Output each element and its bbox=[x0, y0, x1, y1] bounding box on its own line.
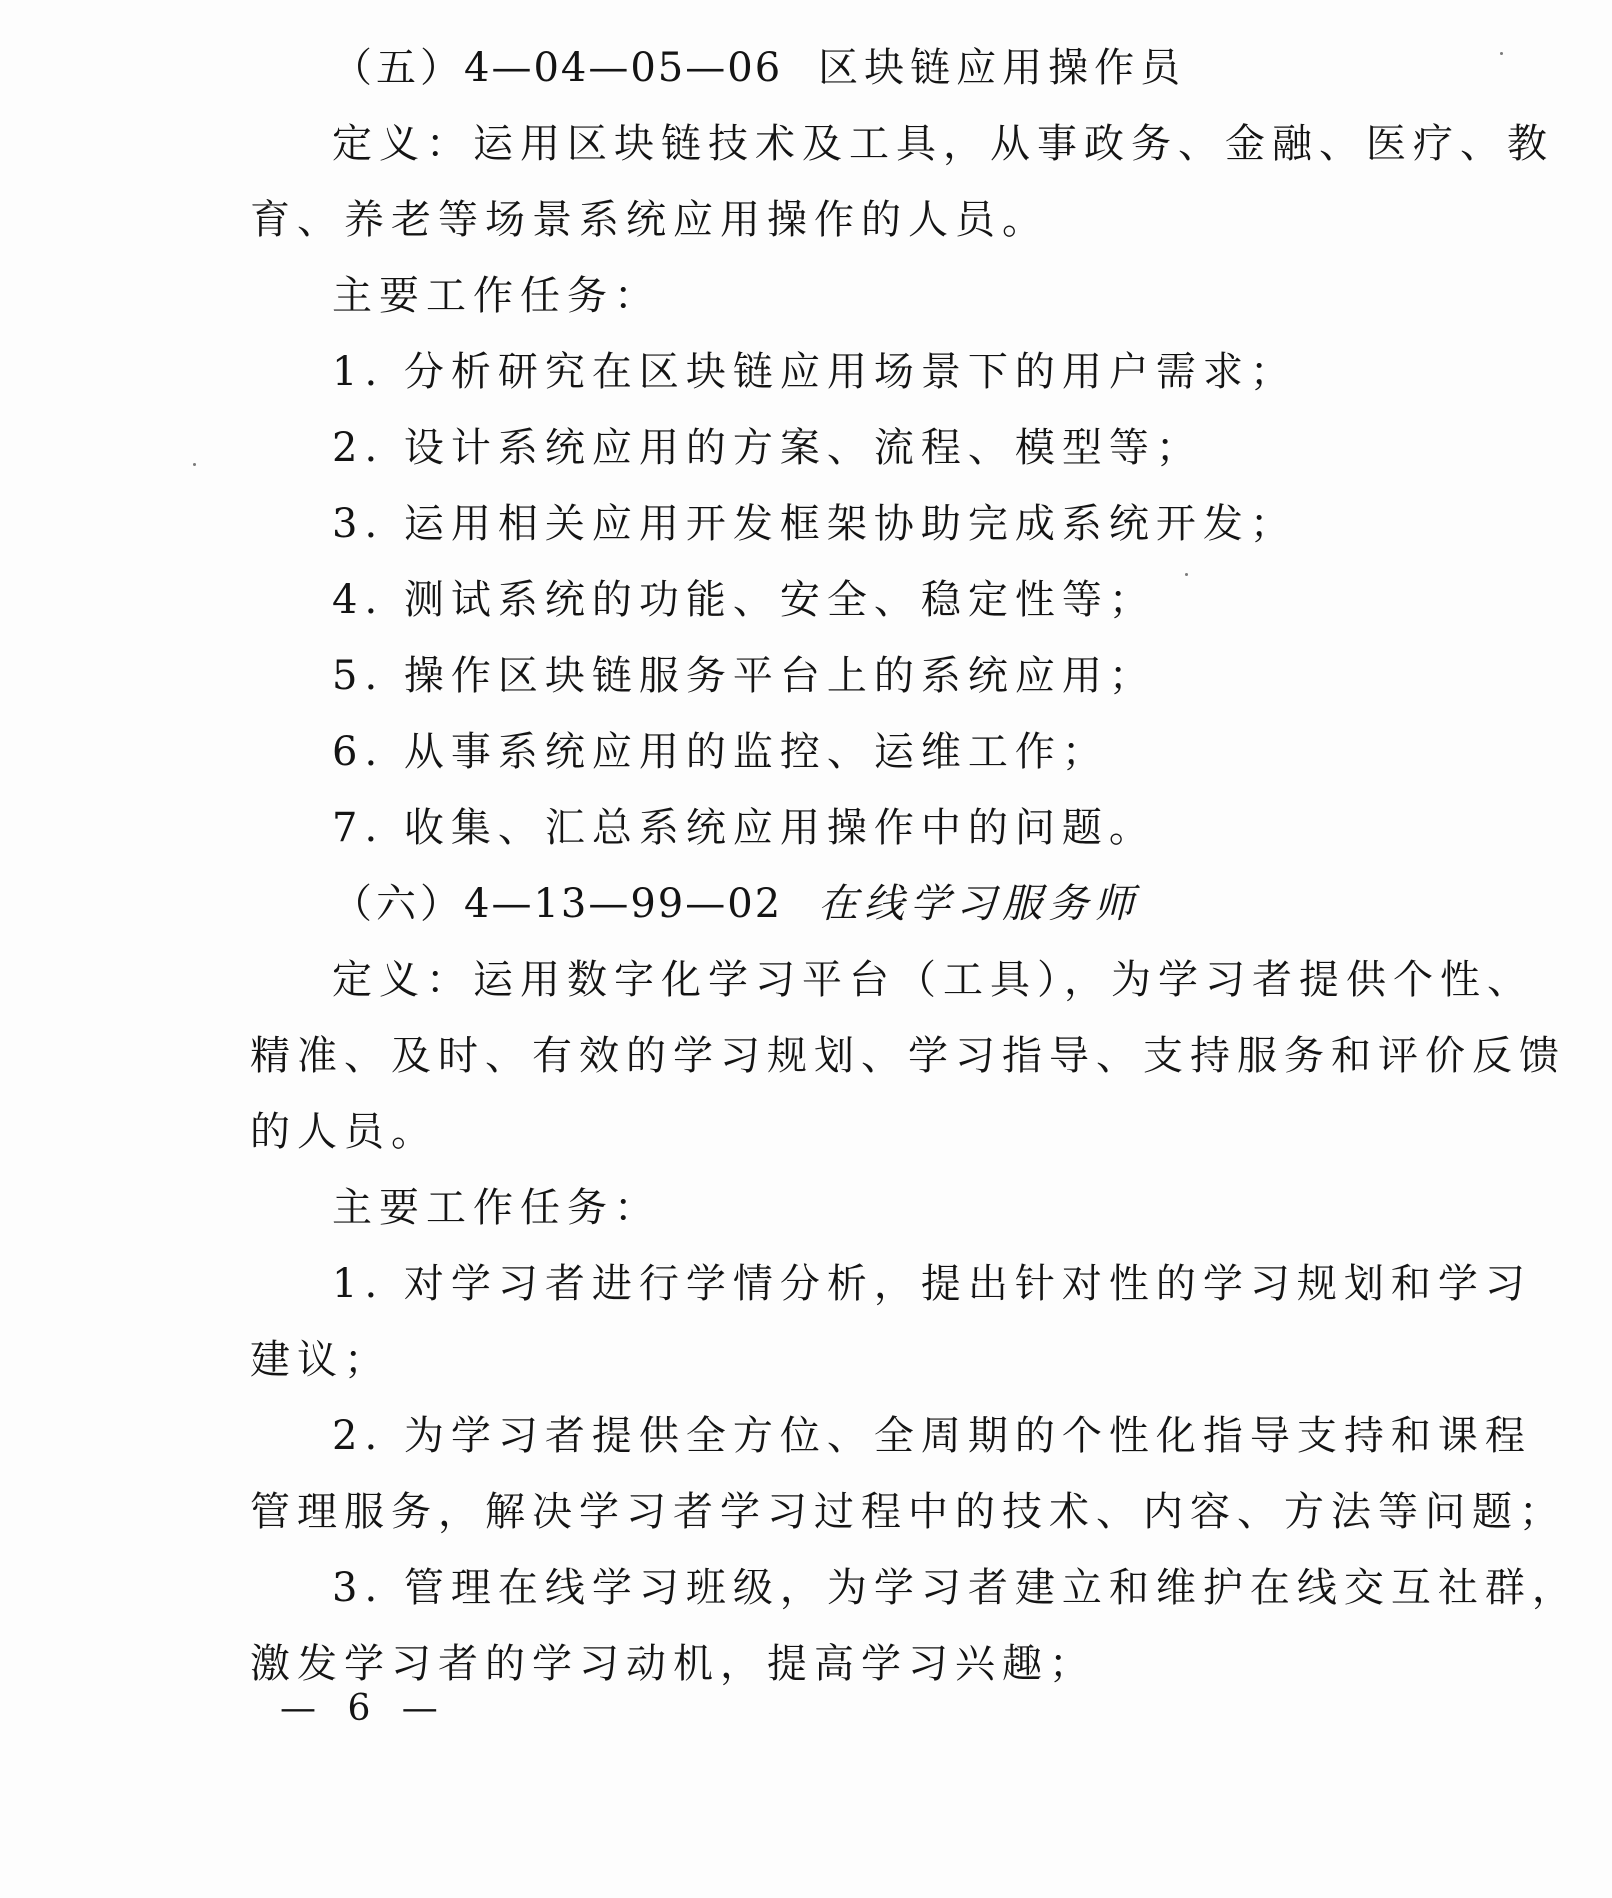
task-item: 5. 操作区块链服务平台上的系统应用； bbox=[332, 653, 1156, 699]
section-heading-5 bbox=[250, 30, 1390, 106]
scan-speck bbox=[1500, 52, 1503, 55]
tasks-heading: 主要工作任务： bbox=[332, 1185, 661, 1231]
occupation-code: 4—04—05—06 bbox=[464, 45, 783, 91]
task-item-continuation: 激发学习者的学习动机，提高学习兴趣； bbox=[250, 1641, 1096, 1687]
tasks-heading: 主要工作任务： bbox=[332, 273, 661, 319]
definition-line: 的人员。 bbox=[250, 1109, 438, 1155]
section-prefix: （六） bbox=[332, 881, 464, 927]
task-item: 3. 管理在线学习班级，为学习者建立和维护在线交互社群， bbox=[332, 1565, 1579, 1611]
task-item: 3. 运用相关应用开发框架协助完成系统开发； bbox=[332, 501, 1297, 547]
task-item-continuation: 建议； bbox=[250, 1337, 391, 1383]
definition-line: 定义：运用数字化学习平台（工具），为学习者提供个性、 bbox=[332, 957, 1534, 1003]
task-item: 2. 设计系统应用的方案、流程、模型等； bbox=[332, 425, 1203, 471]
document-body bbox=[250, 30, 1579, 1702]
task-item: 7. 收集、汇总系统应用操作中的问题。 bbox=[332, 805, 1156, 851]
page-number: — 6 — bbox=[280, 1688, 448, 1729]
scan-speck bbox=[193, 463, 196, 466]
section-heading-6 bbox=[250, 866, 1390, 942]
task-item: 1. 对学习者进行学情分析，提出针对性的学习规划和学习 bbox=[332, 1261, 1532, 1307]
task-item: 1. 分析研究在区块链应用场景下的用户需求； bbox=[332, 349, 1297, 395]
definition-line: 育、养老等场景系统应用操作的人员。 bbox=[250, 197, 1049, 243]
task-item: 2. 为学习者提供全方位、全周期的个性化指导支持和课程 bbox=[332, 1413, 1532, 1459]
definition-line: 定义：运用区块链技术及工具，从事政务、金融、医疗、教 bbox=[332, 121, 1554, 167]
occupation-code: 4—13—99—02 bbox=[464, 881, 783, 927]
section-prefix: （五） bbox=[332, 45, 464, 91]
occupation-title: 在线学习服务师 bbox=[818, 881, 1141, 927]
task-item: 6. 从事系统应用的监控、运维工作； bbox=[332, 729, 1109, 775]
task-item: 4. 测试系统的功能、安全、稳定性等； bbox=[332, 577, 1156, 623]
definition-line: 精准、及时、有效的学习规划、学习指导、支持服务和评价反馈 bbox=[250, 1033, 1566, 1079]
task-item-continuation: 管理服务，解决学习者学习过程中的技术、内容、方法等问题； bbox=[250, 1489, 1566, 1535]
occupation-title: 区块链应用操作员 bbox=[818, 45, 1187, 91]
